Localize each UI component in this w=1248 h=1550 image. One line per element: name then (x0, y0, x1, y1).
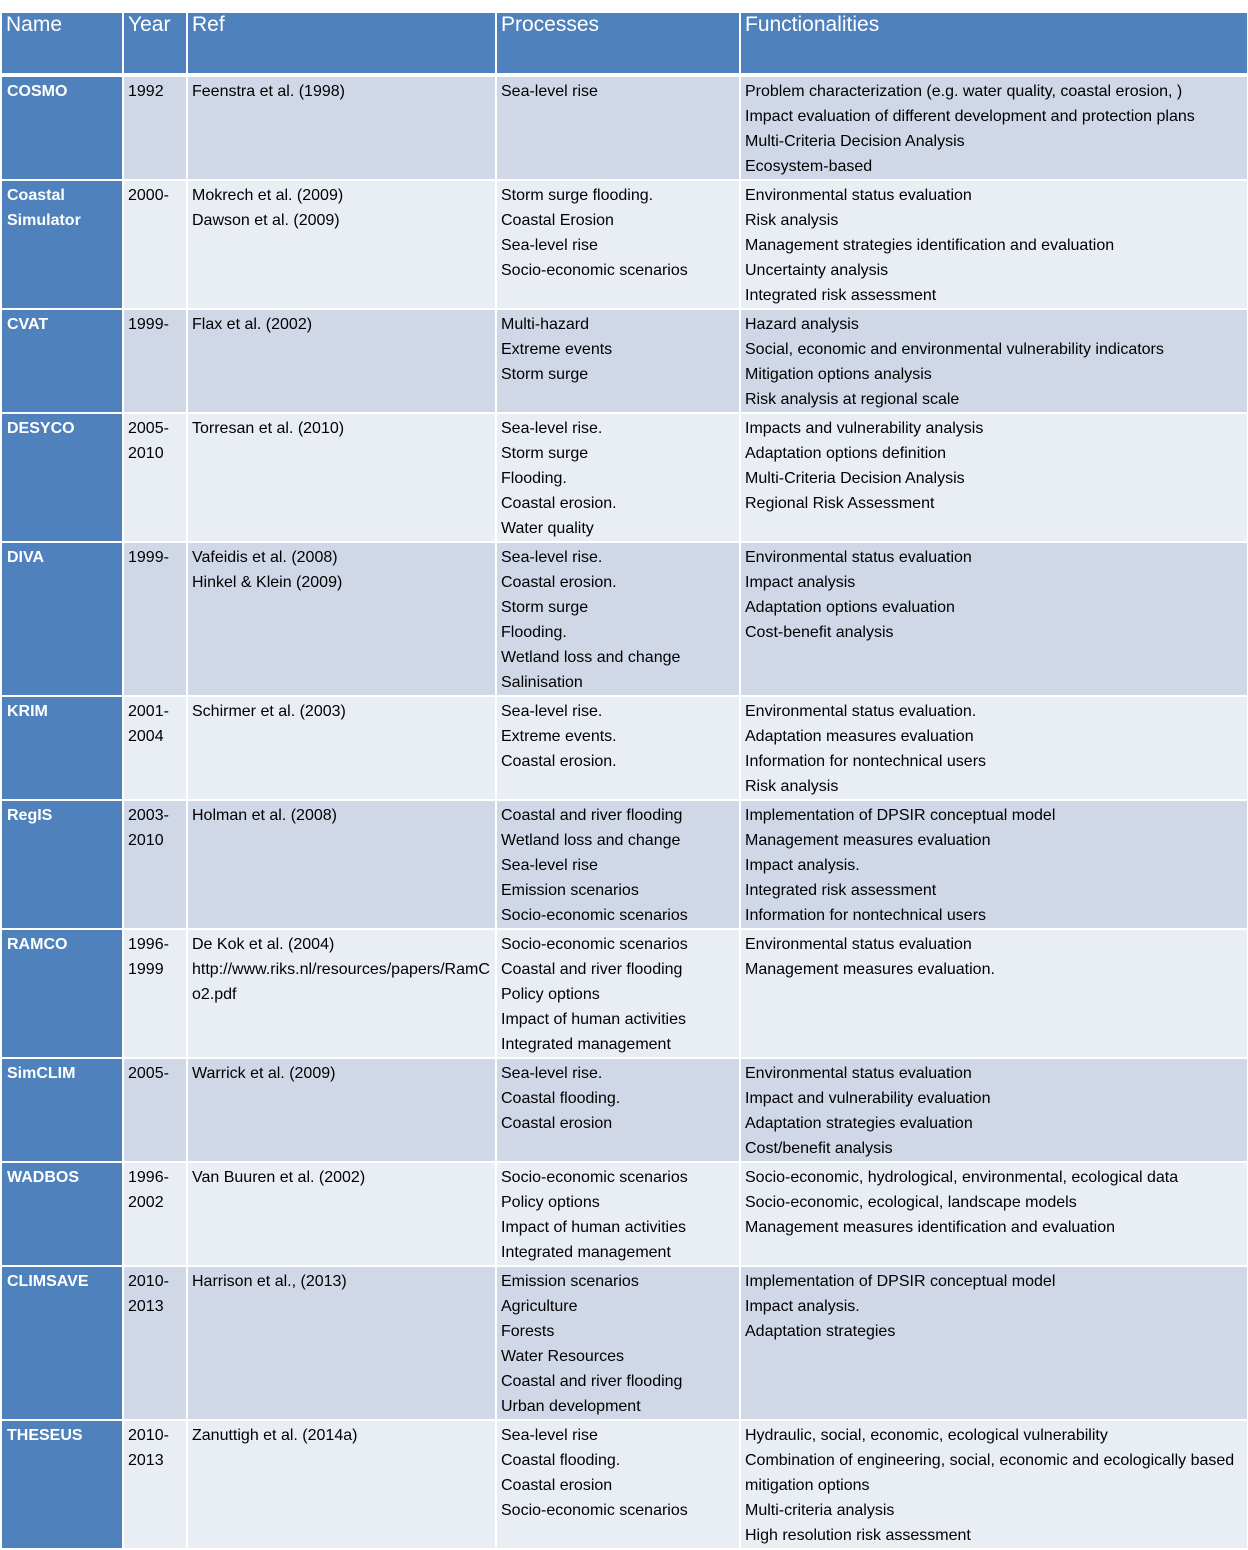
cell-line: Feenstra et al. (1998) (192, 83, 345, 100)
cell-year: 2003- 2010 (123, 800, 187, 929)
cell-line: Sea-level rise. (501, 420, 603, 437)
cell-line: Combination of engineering, social, economic and ecologically based mitigation options (745, 1452, 1239, 1494)
cell-line: Adaptation options definition (745, 445, 947, 462)
cell-line: Coastal and river flooding (501, 807, 683, 824)
cell-line: Impact and vulnerability evaluation (745, 1090, 991, 1107)
cell-functionalities (740, 75, 1248, 180)
cell-line: Implementation of DPSIR conceptual model (745, 807, 1056, 824)
cell-year: 2005- 2010 (123, 413, 187, 542)
cell-ref (187, 929, 496, 1058)
cell-year: 1999- (123, 309, 187, 413)
cell-year: 2005- (123, 1058, 187, 1162)
header-processes: Processes (496, 12, 740, 75)
cell-line: Coastal erosion. (501, 753, 617, 770)
cell-line: Holman et al. (2008) (192, 807, 337, 824)
cell-line: http://www.riks.nl/resources/papers/RamCo2.pdf (192, 961, 490, 1003)
cell-line: Coastal Erosion (501, 212, 614, 229)
cell-processes (496, 929, 740, 1058)
cell-line: Impact of human activities (501, 1011, 686, 1028)
cell-functionalities (740, 1266, 1248, 1420)
cell-line: Coastal and river flooding (501, 1373, 683, 1390)
cell-line: Multi-Criteria Decision Analysis (745, 470, 965, 487)
cell-ref (187, 413, 496, 542)
table-row (1, 180, 1248, 309)
cell-line: Risk analysis (745, 212, 839, 229)
cell-line: Risk analysis at regional scale (745, 391, 960, 408)
header-name: Name (1, 12, 123, 75)
cell-line: Impact evaluation of different development and protection plans (745, 108, 1195, 125)
table-row (1, 1162, 1248, 1266)
cell-ref (187, 309, 496, 413)
cell-line: Integrated risk assessment (745, 882, 937, 899)
cell-line: Harrison et al., (2013) (192, 1273, 347, 1290)
cell-line: Environmental status evaluation (745, 549, 972, 566)
cell-line: Integrated management (501, 1244, 671, 1261)
cell-year: 2010- 2013 (123, 1420, 187, 1549)
cell-line: Multi-criteria analysis (745, 1502, 895, 1519)
cell-line: Management measures evaluation (745, 832, 991, 849)
table-row (1, 309, 1248, 413)
header-functionalities: Functionalities (740, 12, 1248, 75)
cell-line: Dawson et al. (2009) (192, 212, 340, 229)
cell-line: Zanuttigh et al. (2014a) (192, 1427, 358, 1444)
cell-line: Socio-economic, ecological, landscape models (745, 1194, 1077, 1211)
cell-line: Impact analysis (745, 574, 856, 591)
cell-line: Schirmer et al. (2003) (192, 703, 346, 720)
cell-functionalities (740, 1420, 1248, 1549)
header-row (1, 12, 1248, 75)
cell-processes (496, 75, 740, 180)
cell-line: Emission scenarios (501, 1273, 639, 1290)
cell-line: Cost/benefit analysis (745, 1140, 893, 1157)
table-row (1, 800, 1248, 929)
cell-line: Impact analysis. (745, 1298, 860, 1315)
cell-line: Environmental status evaluation (745, 1065, 972, 1082)
cell-processes (496, 800, 740, 929)
cell-line: Socio-economic scenarios (501, 936, 688, 953)
cell-line: Adaptation options evaluation (745, 599, 955, 616)
cell-line: Socio-economic, hydrological, environmental, ecological data (745, 1169, 1179, 1186)
cell-processes (496, 1420, 740, 1549)
cell-line: High resolution risk assessment (745, 1527, 971, 1544)
cell-processes (496, 1266, 740, 1420)
cell-line: Information for nontechnical users (745, 753, 987, 770)
cell-line: Adaptation strategies (745, 1323, 896, 1340)
cell-line: Policy options (501, 986, 600, 1003)
cell-functionalities (740, 309, 1248, 413)
cell-line: Socio-economic scenarios (501, 907, 688, 924)
cell-line: Emission scenarios (501, 882, 639, 899)
table-row (1, 1420, 1248, 1549)
cell-functionalities (740, 929, 1248, 1058)
cell-line: Sea-level rise. (501, 549, 603, 566)
cell-line: Impacts and vulnerability analysis (745, 420, 984, 437)
cell-line: Ecosystem-based (745, 158, 873, 175)
cell-line: Management measures identification and evaluation (745, 1219, 1116, 1236)
cell-line: Environmental status evaluation (745, 936, 972, 953)
cell-line: Environmental status evaluation (745, 187, 972, 204)
cell-processes (496, 180, 740, 309)
cell-line: Coastal erosion (501, 1477, 613, 1494)
cell-line: Socio-economic scenarios (501, 1502, 688, 1519)
cell-year: 2010- 2013 (123, 1266, 187, 1420)
cell-name: RAMCO (1, 929, 123, 1058)
cell-line: Wetland loss and change (501, 649, 681, 666)
cell-line: Storm surge (501, 599, 589, 616)
cell-functionalities (740, 413, 1248, 542)
cell-name: CLIMSAVE (1, 1266, 123, 1420)
cell-name: DESYCO (1, 413, 123, 542)
cell-processes (496, 413, 740, 542)
table-row (1, 1266, 1248, 1420)
cell-line: Sea-level rise. (501, 1065, 603, 1082)
cell-line: Agriculture (501, 1298, 578, 1315)
cell-functionalities (740, 696, 1248, 800)
cell-functionalities (740, 1162, 1248, 1266)
cell-line: Socio-economic scenarios (501, 262, 688, 279)
cell-line: Impact analysis. (745, 857, 860, 874)
table-header (1, 12, 1248, 75)
cell-ref (187, 75, 496, 180)
cell-functionalities (740, 542, 1248, 696)
coastal-tools-table (0, 11, 1248, 1550)
cell-line: Flax et al. (2002) (192, 316, 313, 333)
cell-line: Management measures evaluation. (745, 961, 995, 978)
cell-line: Vafeidis et al. (2008) (192, 549, 338, 566)
cell-name: WADBOS (1, 1162, 123, 1266)
cell-line: Adaptation measures evaluation (745, 728, 974, 745)
cell-ref (187, 542, 496, 696)
cell-ref (187, 1162, 496, 1266)
cell-ref (187, 1058, 496, 1162)
cell-line: Mokrech et al. (2009) (192, 187, 344, 204)
cell-line: Adaptation strategies evaluation (745, 1115, 973, 1132)
table-row (1, 1058, 1248, 1162)
cell-line: Management strategies identification and evaluation (745, 237, 1115, 254)
cell-line: Socio-economic scenarios (501, 1169, 688, 1186)
cell-line: Salinisation (501, 674, 583, 691)
cell-name: COSMO (1, 75, 123, 180)
cell-line: Extreme events (501, 341, 613, 358)
cell-line: Hinkel & Klein (2009) (192, 574, 343, 591)
cell-line: Sea-level rise (501, 1427, 598, 1444)
cell-line: Storm surge flooding. (501, 187, 654, 204)
cell-line: Storm surge (501, 366, 589, 383)
cell-processes (496, 309, 740, 413)
cell-line: Coastal flooding. (501, 1090, 621, 1107)
cell-line: Sea-level rise (501, 857, 598, 874)
cell-line: Coastal erosion (501, 1115, 613, 1132)
cell-processes (496, 696, 740, 800)
cell-line: Water Resources (501, 1348, 624, 1365)
table-row (1, 696, 1248, 800)
cell-name: CVAT (1, 309, 123, 413)
cell-line: Hydraulic, social, economic, ecological vulnerability (745, 1427, 1108, 1444)
cell-line: Urban development (501, 1398, 641, 1415)
cell-line: Information for nontechnical users (745, 907, 987, 924)
cell-line: Flooding. (501, 470, 567, 487)
table-row (1, 413, 1248, 542)
cell-line: Storm surge (501, 445, 589, 462)
cell-year: 1992 (123, 75, 187, 180)
cell-processes (496, 542, 740, 696)
header-year: Year (123, 12, 187, 75)
cell-year: 2001- 2004 (123, 696, 187, 800)
cell-ref (187, 696, 496, 800)
cell-line: Wetland loss and change (501, 832, 681, 849)
cell-line: Coastal erosion. (501, 574, 617, 591)
table-row (1, 75, 1248, 180)
cell-line: Uncertainty analysis (745, 262, 889, 279)
cell-line: Torresan et al. (2010) (192, 420, 345, 437)
cell-name: DIVA (1, 542, 123, 696)
cell-line: Risk analysis (745, 778, 839, 795)
cell-line: Integrated management (501, 1036, 671, 1053)
cell-ref (187, 1266, 496, 1420)
cell-line: Van Buuren et al. (2002) (192, 1169, 366, 1186)
cell-line: Social, economic and environmental vulnerability indicators (745, 341, 1164, 358)
cell-line: Implementation of DPSIR conceptual model (745, 1273, 1056, 1290)
cell-line: Cost-benefit analysis (745, 624, 894, 641)
cell-line: Regional Risk Assessment (745, 495, 935, 512)
cell-line: Environmental status evaluation. (745, 703, 977, 720)
cell-line: Flooding. (501, 624, 567, 641)
header-ref: Ref (187, 12, 496, 75)
cell-line: Multi-hazard (501, 316, 590, 333)
cell-processes (496, 1058, 740, 1162)
cell-name: THESEUS (1, 1420, 123, 1549)
cell-line: Water quality (501, 520, 594, 537)
cell-line: Extreme events. (501, 728, 617, 745)
cell-line: De Kok et al. (2004) (192, 936, 335, 953)
cell-line: Hazard analysis (745, 316, 859, 333)
cell-year: 1999- (123, 542, 187, 696)
cell-line: Sea-level rise (501, 83, 598, 100)
cell-name: KRIM (1, 696, 123, 800)
cell-functionalities (740, 800, 1248, 929)
table-row (1, 929, 1248, 1058)
cell-ref (187, 180, 496, 309)
cell-line: Coastal flooding. (501, 1452, 621, 1469)
cell-line: Coastal and river flooding (501, 961, 683, 978)
table-row (1, 542, 1248, 696)
cell-processes (496, 1162, 740, 1266)
cell-ref (187, 1420, 496, 1549)
cell-line: Warrick et al. (2009) (192, 1065, 336, 1082)
cell-line: Policy options (501, 1194, 600, 1211)
cell-line: Forests (501, 1323, 555, 1340)
cell-line: Sea-level rise. (501, 703, 603, 720)
table-body (1, 75, 1248, 1549)
cell-functionalities (740, 180, 1248, 309)
cell-name: SimCLIM (1, 1058, 123, 1162)
cell-line: Coastal erosion. (501, 495, 617, 512)
cell-line: Integrated risk assessment (745, 287, 937, 304)
cell-line: Sea-level rise (501, 237, 598, 254)
cell-functionalities (740, 1058, 1248, 1162)
cell-line: Impact of human activities (501, 1219, 686, 1236)
cell-year: 1996- 2002 (123, 1162, 187, 1266)
cell-year: 1996- 1999 (123, 929, 187, 1058)
cell-line: Multi-Criteria Decision Analysis (745, 133, 965, 150)
cell-year: 2000- (123, 180, 187, 309)
cell-line: Problem characterization (e.g. water quality, coastal erosion, ) (745, 83, 1183, 100)
cell-name: RegIS (1, 800, 123, 929)
cell-line: Mitigation options analysis (745, 366, 932, 383)
cell-name: Coastal Simulator (1, 180, 123, 309)
cell-ref (187, 800, 496, 929)
